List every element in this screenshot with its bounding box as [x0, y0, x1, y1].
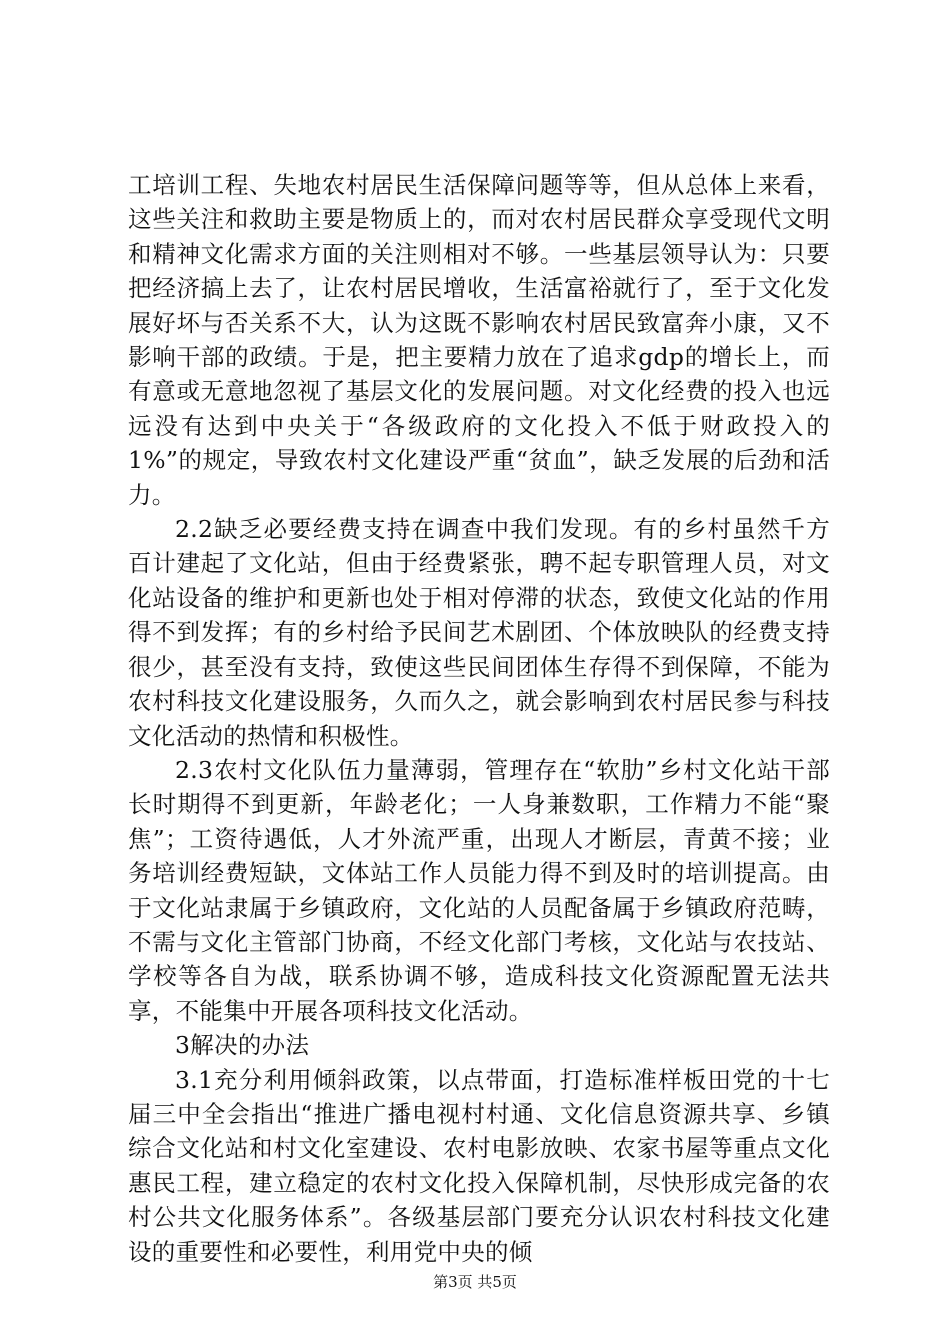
- page-number-label: 第3页 共5页: [433, 1273, 517, 1291]
- document-body: [128, 168, 830, 1269]
- page-footer: [0, 1272, 950, 1292]
- paragraph-section-2-3: 2.3农村文化队伍力量薄弱，管理存在“软肋”乡村文化站干部长时期得不到更新，年龄老化；一人身兼数职，工作精力不能“聚焦”；工资待遇低，人才外流严重，出现人才断层，青黄不接；业务培训经费短缺，文体站工作人员能力得不到及时的培训提高。由于文化站隶属于乡镇政府，文化站的人员配备属于乡镇政府范畴，不需与文化主管部门协商，不经文化部门考核，文化站与农技站、学校等各自为战，联系协调不够，造成科技文化资源配置无法共享，不能集中开展各项科技文化活动。: [128, 755, 830, 1025]
- paragraph-section-3-1: 3.1充分利用倾斜政策，以点带面，打造标准样板田党的十七届三中全会指出“推进广播电视村村通、文化信息资源共享、乡镇综合文化站和村文化室建设、农村电影放映、农家书屋等重点文化惠民工程，建立稳定的农村文化投入保障机制，尽快形成完备的农村公共文化服务体系”。各级基层部门要充分认识农村科技文化建设的重要性和必要性，利用党中央的倾: [128, 1065, 830, 1266]
- paragraph-section-2-2: 2.2缺乏必要经费支持在调查中我们发现。有的乡村虽然千方百计建起了文化站，但由于经费紧张，聘不起专职管理人员，对文化站设备的维护和更新也处于相对停滞的状态，致使文化站的作用得不到发挥；有的乡村给予民间艺术剧团、个体放映队的经费支持很少，甚至没有支持，致使这些民间团体生存得不到保障，不能为农村科技文化建设服务，久而久之，就会影响到农村居民参与科技文化活动的热情和积极性。: [128, 515, 830, 750]
- section-heading-3: 3解决的办法: [175, 1031, 310, 1060]
- paragraph-intro-continuation: 工培训工程、失地农村居民生活保障问题等等，但从总体上来看，这些关注和救助主要是物质上的，而对农村居民群众享受现代文明和精神文化需求方面的关注则相对不够。一些基层领导认为：只要把经济搞上去了，让农村居民增收，生活富裕就行了，至于文化发展好坏与否关系不大，认为这既不影响农村居民致富奔小康，又不影响干部的政绩。于是，把主要精力放在了追求gdp的增长上，而有意或无意地忽视了基层文化的发展问题。对文化经费的投入也远远没有达到中央关于“各级政府的文化投入不低于财政投入的1%”的规定，导致农村文化建设严重“贫血”，缺乏发展的后劲和活力。: [128, 171, 830, 509]
